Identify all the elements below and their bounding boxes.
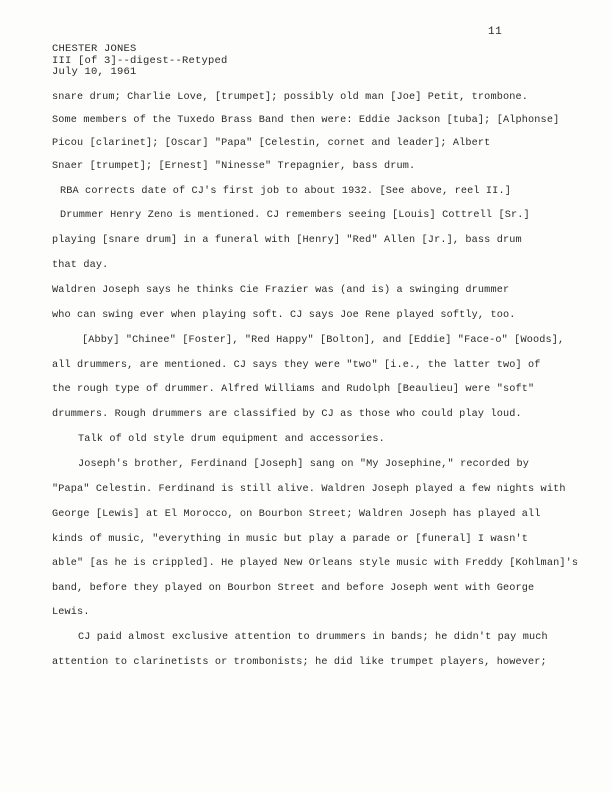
text-line: Snaer [trumpet]; [Ernest] "Ninesse" Trepagnier, bass drum. [52,161,416,172]
text-line: George [Lewis] at El Morocco, on Bourbon Street; Waldren Joseph has played all [52,509,541,520]
text-line: RBA corrects date of CJ's first job to about 1932. [See above, reel II.] [60,186,511,197]
text-line: Joseph's brother, Ferdinand [Joseph] sang on "My Josephine," recorded by [78,459,529,470]
text-line: Some members of the Tuxedo Brass Band then were: Eddie Jackson [tuba]; [Alphonse] [52,115,560,126]
text-line: able" [as he is crippled]. He played New Orleans style music with Freddy [Kohlman]'s [52,558,579,569]
interviewee-name: CHESTER JONES [52,43,137,55]
text-line: CJ paid almost exclusive attention to drummers in bands; he didn't pay much [78,632,548,643]
text-line: the rough type of drummer. Alfred Williams and Rudolph [Beaulieu] were "soft" [52,384,535,395]
text-line: Picou [clarinet]; [Oscar] "Papa" [Celestin, cornet and leader]; Albert [52,138,491,149]
text-line: Talk of old style drum equipment and accessories. [78,434,385,445]
text-line: "Papa" Celestin. Ferdinand is still alive. Waldren Joseph played a few nights with [52,484,566,495]
text-line: Waldren Joseph says he thinks Cie Frazier was (and is) a swinging drummer [52,285,510,296]
text-line: playing [snare drum] in a funeral with [Henry] "Red" Allen [Jr.], bass drum [52,235,522,246]
text-line: band, before they played on Bourbon Street and before Joseph went with George [52,583,535,594]
text-line: [Abby] "Chinee" [Foster], "Red Happy" [Bolton], and [Eddie] "Face-o" [Woods], [82,335,565,346]
text-line: Lewis. [52,607,90,618]
page-number: 11 [488,26,503,38]
text-line: who can swing ever when playing soft. CJ says Joe Rene played softly, too. [52,310,516,321]
text-line: drummers. Rough drummers are classified by CJ as those who could play loud. [52,409,522,420]
text-line: Drummer Henry Zeno is mentioned. CJ remembers seeing [Louis] Cottrell [Sr.] [60,210,530,221]
interview-date: July 10, 1961 [52,66,137,78]
text-line: that day. [52,260,109,271]
document-header [52,44,228,79]
text-line: kinds of music, "everything in music but play a parade or [funeral] I wasn't [52,534,529,545]
text-line: all drummers, are mentioned. CJ says they were "two" [i.e., the latter two] of [52,360,541,371]
text-line: snare drum; Charlie Love, [trumpet]; possibly old man [Joe] Petit, trombone. [52,92,529,103]
text-line: attention to clarinetists or trombonists; he did like trumpet players, however; [52,657,547,668]
reel-info: III [of 3]--digest--Retyped [52,54,228,67]
